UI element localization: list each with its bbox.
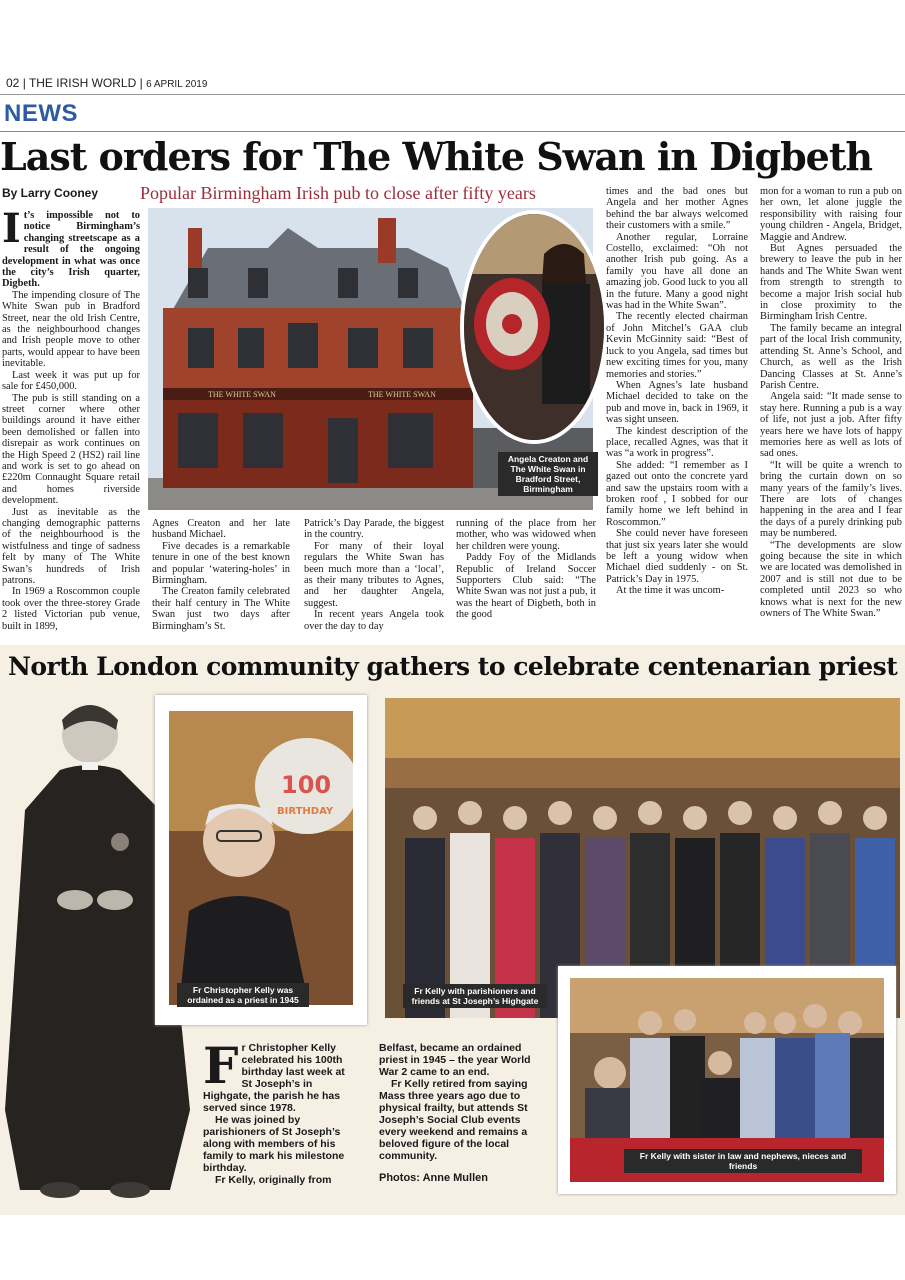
masthead: 02 | THE IRISH WORLD | 6 APRIL 2019 [6,76,208,90]
birthday-portrait-photo [155,695,367,1025]
paragraph: Five decades is a remarkable tenure in one of the best known and popular ‘watering-holes’ in Birmingham. [152,540,290,587]
paragraph: The pub is still standing on a street corner where other buildings around it have either been demolished or fallen into disrepair as work continues on the High Speed 2 (HS2) rail line and work is set to go ahead on £220m Connaught Square retail and homes riverside development. [2,392,140,507]
paragraph: running of the place from her mother, who was widowed when her children were young. [456,518,596,552]
paragraph: Another regular, Lorraine Costello, exclaimed: “Oh not another Irish pub going. As a family you have all done an amazing job. Good luck to you all in the future. Many a good night was had in the White Swan”. [606,231,748,312]
headline: Last orders for The White Swan in Digbeth [0,134,873,179]
lead-paragraph: t’s impossible not to notice Birmingham’s changing streetscape as a result of the ongoing development in what was once the city’s Irish quarter, Digbeth. [2,210,140,290]
paragraph: The Creaton family celebrated their half century in The White Swan just two days after Birmingham’s St. [152,586,290,632]
paragraph: Agnes Creaton and her late husband Michael. [152,518,290,541]
subhead: Popular Birmingham Irish pub to close after fifty years [140,183,536,203]
photo-caption: Fr Kelly with sister in law and nephews, nieces and friends [624,1149,862,1173]
paragraph: Angela said: “It made sense to stay here. Running a pub is a way of life, not just a job. After fifty years here we have lots of happy memories here as well as lots of sad ones. [760,391,902,460]
photo-caption: Fr Kelly with parishioners and friends at St Joseph’s Highgate [403,984,547,1008]
paragraph: The kindest description of the place, recalled Agnes, was that it was “a work in progress”. [606,425,748,460]
paragraph: r Christopher Kelly celebrated his 100th birthday last week at St Joseph’s in Highgate, the parish he has served since 1978. [203,1042,345,1114]
article-column-2 [152,518,290,632]
paragraph: “The developments are slow going because the site in which we are located was demolished in 2007 and is still not due to be completed until 2023 so who knows what is next for the new owners of The White Swan.” [760,539,902,620]
article-column-5 [606,186,748,638]
paragraph: The family became an integral part of the local Irish community, attending St. Anne’s School, and Church, as well as the Irish Dancing Classes at St. Anne’s Parish Centre. [760,322,902,391]
photo-credit: Photos: Anne Mullen [379,1172,488,1184]
paragraph: Paddy Foy of the Midlands Republic of Ireland Soccer Supporters Club said: “The White Swan was not just a pub, it was the heart of Digbeth, both in the good [456,552,596,621]
article-column-1 [2,210,140,640]
paragraph: The impending closure of The White Swan pub in Bradford Street, near the old Irish Centre, as the neighbourhood changes and Irish people move to other parts, would appear to have been inevitable. [2,289,140,370]
paragraph: But Agnes persuaded the brewery to leave the pub in her hands and The White Swan went from strength to strength to become a major Irish social hub in close proximity to the Birmingham Irish Centre. [760,243,902,323]
page-number: 02 [6,76,20,90]
paragraph: Patrick’s Day Parade, the biggest in the country. [304,518,444,541]
photo-caption: Angela Creaton and The White Swan in Bradford Street, Birmingham [498,452,598,496]
paragraph: In recent years Angela took over the day to day [304,609,444,632]
paragraph: For many of their loyal regulars the White Swan has been much more than a ‘local’, as their many tributes to Agnes, and her daughter Angela, suggest. [304,540,444,609]
article-column-3 [304,518,444,632]
pub-sign: THE WHITE SWAN [368,390,436,399]
paragraph: He was joined by parishioners of St Joseph’s along with members of his family to mark his milestone birthday. [203,1114,345,1174]
balloon-number: 100 [281,771,332,799]
paragraph: Fr Kelly, originally from [215,1174,332,1186]
paragraph: “It will be quite a wrench to bring the curtain down on so many years of the family’s lives. There are lots of changes happening in the area and I fear the days of a purely drinking pub may be numbered. [760,459,902,540]
issue-date: 6 APRIL 2019 [146,79,208,90]
pub-sign: THE WHITE SWAN [208,390,276,399]
byline: By Larry Cooney [2,186,99,200]
family-photo [558,966,896,1194]
paragraph: Fr Kelly retired from saying Mass three years ago due to physical frailty, but attends St Joseph’s Social Club events every weekend and remains a beloved figure of the local community. [379,1078,528,1162]
paragraph: She added: “I remember as I gazed out onto the concrete yard and saw the upstairs room with a broken roof , I sobbed for our family home we left behind in Roscommon.” [606,459,748,528]
paragraph: Last week it was put up for sale for £450,000. [2,369,140,393]
paragraph: When Agnes’s late husband Michael decided to take on the pub and move in, back in 1969, it was sight unseen. [606,379,748,426]
article-column-6 [760,186,902,638]
drop-cap: I [2,210,21,252]
divider [0,94,905,95]
photo-caption: Fr Christopher Kelly was ordained as a priest in 1945 [177,983,309,1007]
story2-column-1 [203,1036,358,1186]
portrait-with-shield-illustration [464,214,604,440]
paragraph: In 1969 a Roscommon couple took over the three-storey Grade 2 listed Victorian pub venue, built in 1899, [2,586,140,632]
paragraph: Belfast, became an ordained priest in 1945 – the year World War 2 came to an end. [379,1042,531,1078]
paragraph: Just as inevitable as the changing demographic patterns of the neighbourhood is the wistfulness and tinge of sadness felt by many of The White Swan’s hundreds of Irish patrons. [2,506,140,586]
paragraph: The recently elected chairman of John Mitchel’s GAA club Kevin McGinnity said: “Best of luck to you Angela, sad times but new exciting times for you, many memories and stories.” [606,311,748,380]
divider [0,131,905,132]
angela-portrait-photo [460,210,608,444]
section-label: NEWS [4,100,78,127]
headline: North London community gathers to celebrate centenarian priest [8,652,898,681]
paragraph: She could never have foreseen that just six years later she would be left a young widow when Michael died suddenly - on St. Patrick’s Day in 1975. [606,528,748,585]
drop-cap: F [203,1036,239,1095]
paragraph: mon for a woman to run a pub on her own, let alone juggle the responsibility with raising four young children - Angela, Bridget, Maggie and Andrew. [760,186,902,243]
elderly-priest-illustration [169,711,353,1005]
article-column-4 [456,518,596,621]
balloon-word: BIRTHDAY [277,806,334,817]
story2-column-2 [379,1042,541,1184]
paragraph: At the time it was uncom- [616,585,725,597]
publication-name: THE IRISH WORLD [28,76,137,90]
paragraph: times and the bad ones but Angela and her mother Agnes behind the bar always welcomed their customers with a smile.” [606,186,748,232]
photo-frame [169,711,353,1005]
